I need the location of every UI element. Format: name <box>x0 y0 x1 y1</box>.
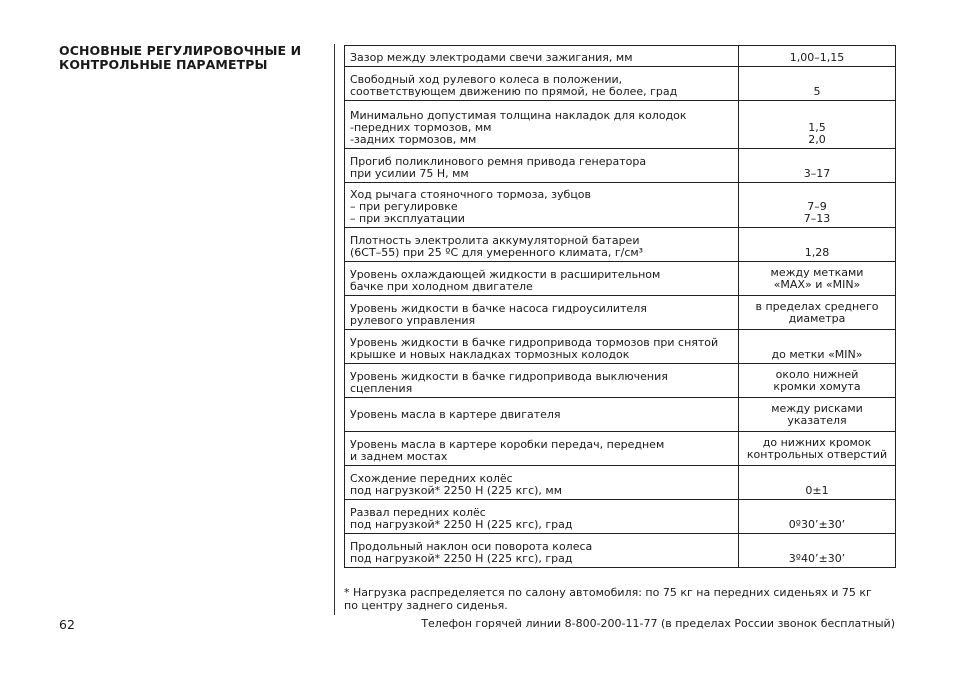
param-line: Уровень жидкости в бачке гидропривода выключения <box>350 370 668 383</box>
table-row <box>345 67 896 101</box>
value-line: между рисками <box>771 401 863 415</box>
table-row <box>345 500 896 534</box>
param-line: под нагрузкой* 2250 Н (225 кгс), град <box>350 518 573 531</box>
param-line: бачке при холодном двигателе <box>350 280 533 293</box>
param-line: Прогиб поликлинового ремня привода генератора <box>350 155 647 168</box>
param-line: Свободный ход рулевого колеса в положении, <box>350 73 623 86</box>
value-line: около нижней <box>775 367 859 381</box>
value-line: 0±1 <box>805 484 829 497</box>
param-cell <box>345 46 739 67</box>
param-cell <box>345 432 739 466</box>
value-line: до метки «MIN» <box>771 348 863 361</box>
table-row <box>345 398 896 432</box>
footnote <box>344 586 900 612</box>
param-line: Плотность электролита аккумуляторной батареи <box>350 234 640 247</box>
param-line: Уровень жидкости в бачке насоса гидроусилителя <box>350 302 647 315</box>
value-line: диаметра <box>788 311 846 325</box>
value-cell <box>739 330 896 364</box>
param-cell <box>345 149 739 183</box>
param-line: Ход рычага стояночного тормоза, зубцов <box>350 188 592 201</box>
value-line: 2,0 <box>808 133 826 146</box>
param-line: Уровень масла в картере двигателя <box>350 407 561 421</box>
value-cell <box>739 101 896 149</box>
param-line: -передних тормозов, мм <box>350 121 492 134</box>
table-row <box>345 183 896 228</box>
value-line: 5 <box>813 85 821 98</box>
table-row <box>345 432 896 466</box>
value-line: указателя <box>787 413 847 427</box>
param-line: Уровень жидкости в бачке гидропривода тормозов при снятой <box>350 336 719 349</box>
param-cell <box>345 262 739 296</box>
value-cell <box>739 466 896 500</box>
table-row <box>345 262 896 296</box>
value-line: 1,00–1,15 <box>789 51 845 64</box>
page-number: 62 <box>59 617 75 632</box>
table-row <box>345 296 896 330</box>
param-cell <box>345 101 739 149</box>
value-line: контрольных отверстий <box>746 447 888 461</box>
param-cell <box>345 330 739 364</box>
value-line: «MAX» и «MIN» <box>773 277 861 291</box>
param-line: Минимально допустимая толщина накладок для колодок <box>350 109 687 122</box>
section-title <box>59 44 324 72</box>
param-line: -задних тормозов, мм <box>350 133 477 146</box>
param-line: под нагрузкой* 2250 Н (225 кгс), град <box>350 552 573 565</box>
value-line: между метками <box>770 265 864 279</box>
value-cell <box>739 183 896 228</box>
column-divider <box>334 44 335 615</box>
param-cell <box>345 534 739 568</box>
section-title-line: КОНТРОЛЬНЫЕ ПАРАМЕТРЫ <box>59 57 268 72</box>
table-row <box>345 228 896 262</box>
param-cell <box>345 398 739 432</box>
param-cell <box>345 183 739 228</box>
param-line: Развал передних колёс <box>350 506 486 519</box>
param-cell <box>345 296 739 330</box>
param-cell <box>345 67 739 101</box>
table-row <box>345 466 896 500</box>
param-line: и заднем мостах <box>350 450 448 463</box>
table-row <box>345 149 896 183</box>
param-cell <box>345 228 739 262</box>
value-line: 3–17 <box>803 167 831 180</box>
value-cell <box>739 67 896 101</box>
value-line: 0º30’±30’ <box>788 518 846 531</box>
value-line: 7–9 <box>807 200 827 213</box>
table-row <box>345 46 896 67</box>
value-line: в пределах среднего <box>755 299 879 313</box>
param-line: Продольный наклон оси поворота колеса <box>350 540 593 553</box>
param-line: сцепления <box>350 382 413 395</box>
param-line: под нагрузкой* 2250 Н (225 кгс), мм <box>350 484 562 497</box>
table-row <box>345 330 896 364</box>
hotline-text: Телефон горячей линии 8-800-200-11-77 (в пределах России звонок бесплатный) <box>421 617 895 630</box>
value-cell <box>739 262 896 296</box>
table-row <box>345 534 896 568</box>
table-row <box>345 364 896 398</box>
param-line: Уровень охлаждающей жидкости в расширительном <box>350 268 661 281</box>
value-line: 3º40’±30’ <box>788 552 846 565</box>
param-cell <box>345 500 739 534</box>
value-cell <box>739 432 896 466</box>
param-line: Схождение передних колёс <box>350 472 513 485</box>
param-line: крышке и новых накладках тормозных колодок <box>350 348 630 361</box>
param-cell <box>345 364 739 398</box>
value-cell <box>739 296 896 330</box>
value-line: 1,28 <box>804 246 830 259</box>
section-title-line: ОСНОВНЫЕ РЕГУЛИРОВОЧНЫЕ И <box>59 43 302 58</box>
value-line: до нижних кромок <box>762 435 872 449</box>
param-line: (6СТ–55) при 25 ºС для умеренного климата, г/см³ <box>350 246 644 259</box>
value-cell <box>739 149 896 183</box>
value-cell <box>739 364 896 398</box>
param-line: рулевого управления <box>350 314 476 327</box>
value-cell <box>739 46 896 67</box>
param-line: Зазор между электродами свечи зажигания, мм <box>350 51 633 64</box>
param-line: соответствующем движению по прямой, не более, град <box>350 85 678 98</box>
param-line: – при эксплуатации <box>350 212 465 225</box>
param-line: Уровень масла в картере коробки передач, переднем <box>350 438 665 451</box>
value-cell <box>739 500 896 534</box>
value-line: 1,5 <box>808 121 826 134</box>
param-cell <box>345 466 739 500</box>
value-cell <box>739 398 896 432</box>
value-line: кромки хомута <box>773 379 861 393</box>
param-line: – при регулировке <box>350 200 458 213</box>
param-line: при усилии 75 Н, мм <box>350 167 469 180</box>
footnote-line: * Нагрузка распределяется по салону автомобиля: по 75 кг на передних сиденьях и 75 кг <box>344 586 872 599</box>
value-line: 7–13 <box>803 212 831 225</box>
table-row <box>345 101 896 149</box>
parameters-table <box>344 45 896 568</box>
footnote-line: по центру заднего сиденья. <box>344 599 508 612</box>
value-cell <box>739 534 896 568</box>
value-cell <box>739 228 896 262</box>
